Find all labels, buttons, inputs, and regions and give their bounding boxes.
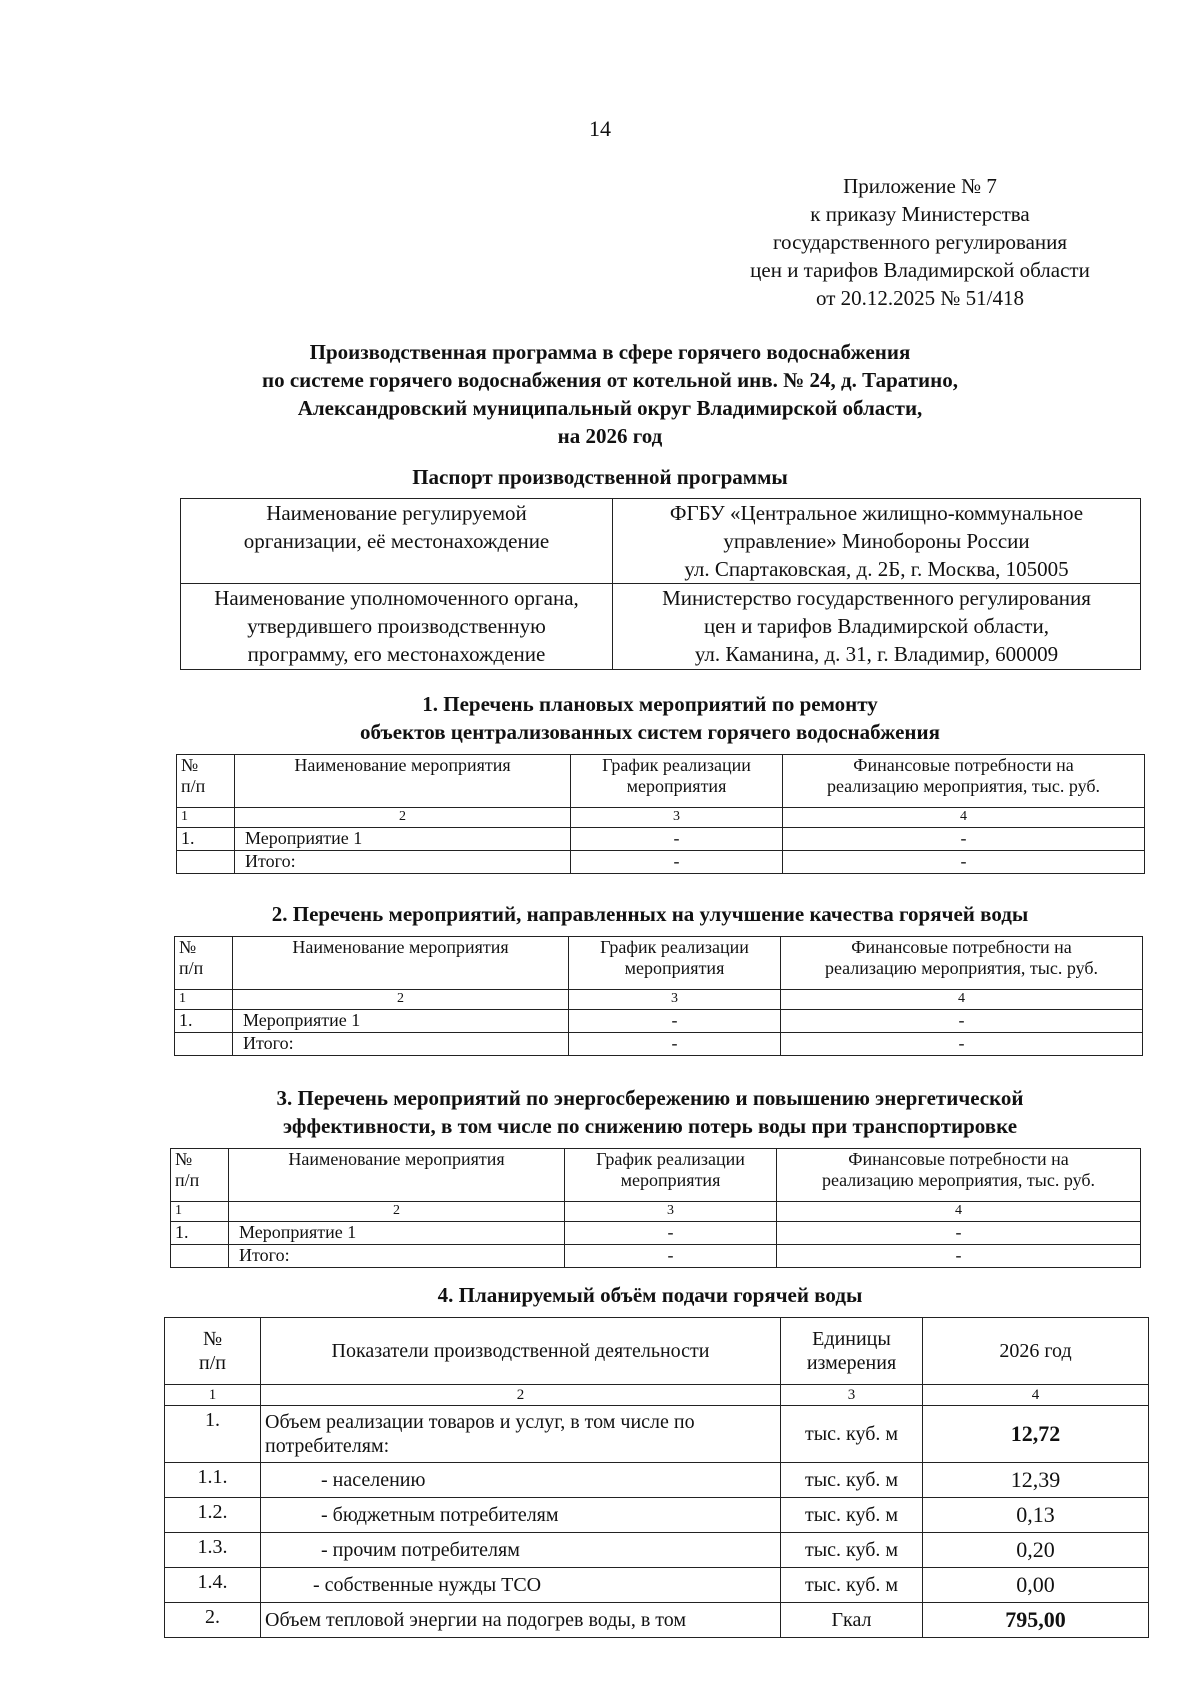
row-value: 0,20: [923, 1533, 1149, 1568]
header-text: №: [202, 1328, 223, 1350]
row-finance: -: [777, 1245, 1141, 1268]
header-indicator: Показатели производственной деятельности: [261, 1318, 781, 1385]
section-title-line: 3. Перечень мероприятий по энергосбережению и повышению энергетической: [276, 1086, 1024, 1110]
header-text: мероприятия: [620, 1170, 721, 1190]
passport-row: [181, 499, 1141, 584]
header-unit: [781, 1318, 923, 1385]
header-no: [175, 937, 233, 990]
passport-title: Паспорт производственной программы: [412, 465, 788, 489]
row-unit: тыс. куб. м: [781, 1406, 923, 1463]
label-line: организации, её местонахождение: [243, 529, 550, 553]
header-text: График реализации: [602, 755, 751, 775]
row-unit: Гкал: [781, 1603, 923, 1638]
header-text: №: [175, 1149, 193, 1169]
header-text: реализацию мероприятия, тыс. руб.: [824, 958, 1099, 978]
column-number: 2: [261, 1385, 781, 1406]
column-number: 1: [177, 808, 235, 828]
header-name: Наименование мероприятия: [233, 937, 569, 990]
row-no: 1.3.: [165, 1533, 261, 1568]
column-number: 3: [569, 990, 781, 1010]
value-line: ФГБУ «Центральное жилищно-коммунальное: [669, 501, 1084, 525]
row-indicator: - бюджетным потребителям: [261, 1498, 781, 1533]
column-number: 2: [233, 990, 569, 1010]
header-text: График реализации: [596, 1149, 745, 1169]
row-no: 1.: [175, 1010, 233, 1033]
column-number: 4: [923, 1385, 1149, 1406]
row-name: Итого:: [235, 851, 571, 874]
row-name: Мероприятие 1: [229, 1222, 565, 1245]
column-number: 4: [781, 990, 1143, 1010]
section-2-table: [174, 936, 1143, 1056]
header-text: п/п: [179, 958, 204, 978]
row-finance: -: [781, 1033, 1143, 1056]
value-line: ул. Каманина, д. 31, г. Владимир, 600009: [694, 642, 1059, 666]
title-line: Производственная программа в сфере горячего водоснабжения: [309, 340, 911, 364]
header-text: №: [179, 937, 197, 957]
header-text: Единицы: [812, 1328, 891, 1350]
column-number: 1: [165, 1385, 261, 1406]
header-no: [171, 1149, 229, 1202]
passport-value: [613, 584, 1141, 670]
page-number: 14: [589, 116, 611, 141]
row-no: [177, 851, 235, 874]
passport-label: [181, 584, 613, 670]
row-schedule: -: [571, 828, 783, 851]
section-3-title: [150, 1084, 1150, 1140]
row-indicator: [261, 1406, 781, 1463]
label-line: Наименование регулируемой: [266, 501, 527, 525]
value-line: управление» Минобороны России: [723, 529, 1030, 553]
row-value: 12,39: [923, 1463, 1149, 1498]
indicator-line: потребителям:: [265, 1435, 390, 1457]
row-unit: тыс. куб. м: [781, 1463, 923, 1498]
annex-line: от 20.12.2025 № 51/418: [815, 286, 1025, 310]
row-no: 1.: [177, 828, 235, 851]
row-no: 1.1.: [165, 1463, 261, 1498]
row-finance: -: [783, 828, 1145, 851]
header-schedule: [571, 755, 783, 808]
section-title-line: 1. Перечень плановых мероприятий по ремонту: [422, 692, 878, 716]
annex-line: государственного регулирования: [772, 230, 1068, 254]
annex-reference: [700, 172, 1140, 312]
passport-table: [180, 498, 1141, 670]
row-no: 1.2.: [165, 1498, 261, 1533]
section-2-title: [150, 900, 1150, 928]
table-row: [165, 1603, 1149, 1638]
passport-row: [181, 584, 1141, 670]
title-line: на 2026 год: [557, 424, 663, 448]
section-title-line: объектов централизованных систем горячего водоснабжения: [360, 720, 940, 744]
table-row: [175, 1010, 1143, 1033]
table-row: [165, 1406, 1149, 1463]
table-header-row: [177, 755, 1145, 808]
value-line: цен и тарифов Владимирской области,: [704, 614, 1049, 638]
row-name: Мероприятие 1: [235, 828, 571, 851]
column-number: 3: [571, 808, 783, 828]
row-unit: тыс. куб. м: [781, 1498, 923, 1533]
column-number: 4: [777, 1202, 1141, 1222]
table-header-row: [165, 1318, 1149, 1385]
header-text: измерения: [806, 1352, 897, 1374]
row-name: Итого:: [229, 1245, 565, 1268]
row-schedule: -: [569, 1010, 781, 1033]
section-3-table: [170, 1148, 1141, 1268]
table-row-total: [177, 851, 1145, 874]
row-no: 2.: [165, 1603, 261, 1638]
row-no: 1.: [165, 1406, 261, 1463]
table-row: [177, 828, 1145, 851]
header-schedule: [569, 937, 781, 990]
table-row: [165, 1533, 1149, 1568]
value-line: Министерство государственного регулирования: [662, 586, 1091, 610]
header-finance: [783, 755, 1145, 808]
row-schedule: -: [569, 1033, 781, 1056]
row-value: 0,00: [923, 1568, 1149, 1603]
row-no: [171, 1245, 229, 1268]
title-line: по системе горячего водоснабжения от котельной инв. № 24, д. Таратино,: [262, 368, 958, 392]
table-row: [165, 1568, 1149, 1603]
column-number-row: [175, 990, 1143, 1010]
row-schedule: -: [565, 1245, 777, 1268]
row-indicator: - прочим потребителям: [261, 1533, 781, 1568]
header-name: Наименование мероприятия: [235, 755, 571, 808]
row-finance: -: [783, 851, 1145, 874]
column-number: 3: [781, 1385, 923, 1406]
column-number: 3: [565, 1202, 777, 1222]
header-no: [177, 755, 235, 808]
header-finance: [777, 1149, 1141, 1202]
label-line: программу, его местонахождение: [247, 642, 546, 666]
row-value: 795,00: [923, 1603, 1149, 1638]
column-number-row: [171, 1202, 1141, 1222]
header-schedule: [565, 1149, 777, 1202]
header-text: №: [181, 755, 199, 775]
table-row: [165, 1498, 1149, 1533]
title-line: Александровский муниципальный округ Владимирской области,: [297, 396, 923, 420]
table-header-row: [175, 937, 1143, 990]
header-text: мероприятия: [624, 958, 725, 978]
row-no: 1.4.: [165, 1568, 261, 1603]
table-row-total: [175, 1033, 1143, 1056]
row-value: 0,13: [923, 1498, 1149, 1533]
value-line: ул. Спартаковская, д. 2Б, г. Москва, 105005: [684, 557, 1069, 581]
row-value: 12,72: [923, 1406, 1149, 1463]
row-no: 1.: [171, 1222, 229, 1245]
row-name: Мероприятие 1: [233, 1010, 569, 1033]
header-text: реализацию мероприятия, тыс. руб.: [826, 776, 1101, 796]
section-1-title: [150, 690, 1150, 746]
section-4-title: 4. Планируемый объём подачи горячей воды: [437, 1283, 863, 1307]
header-no: [165, 1318, 261, 1385]
row-finance: -: [781, 1010, 1143, 1033]
passport-value: [613, 499, 1141, 584]
header-text: Финансовые потребности на: [848, 1149, 1069, 1169]
row-name: Итого:: [233, 1033, 569, 1056]
passport-label: [181, 499, 613, 584]
annex-line: к приказу Министерства: [810, 202, 1030, 226]
row-schedule: -: [571, 851, 783, 874]
volume-table: [164, 1317, 1149, 1638]
header-year: 2026 год: [923, 1318, 1149, 1385]
row-no: [175, 1033, 233, 1056]
label-line: утвердившего производственную: [247, 614, 546, 638]
annex-line: Приложение № 7: [843, 174, 997, 198]
column-number-row: [165, 1385, 1149, 1406]
section-1-table: [176, 754, 1145, 874]
table-row: [165, 1463, 1149, 1498]
row-indicator: - собственные нужды ТСО: [261, 1568, 781, 1603]
header-text: Финансовые потребности на: [853, 755, 1074, 775]
table-row: [171, 1222, 1141, 1245]
annex-line: цен и тарифов Владимирской области: [750, 258, 1090, 282]
header-name: Наименование мероприятия: [229, 1149, 565, 1202]
label-line: Наименование уполномоченного органа,: [214, 586, 579, 610]
row-unit: тыс. куб. м: [781, 1533, 923, 1568]
section-title-line: 2. Перечень мероприятий, направленных на улучшение качества горячей воды: [271, 902, 1029, 926]
row-indicator: - населению: [261, 1463, 781, 1498]
column-number: 1: [175, 990, 233, 1010]
table-header-row: [171, 1149, 1141, 1202]
row-finance: -: [777, 1222, 1141, 1245]
column-number: 1: [171, 1202, 229, 1222]
column-number: 2: [229, 1202, 565, 1222]
header-text: п/п: [181, 776, 206, 796]
header-text: Финансовые потребности на: [851, 937, 1072, 957]
table-row-total: [171, 1245, 1141, 1268]
header-finance: [781, 937, 1143, 990]
row-schedule: -: [565, 1222, 777, 1245]
header-text: п/п: [199, 1352, 226, 1374]
document-title: [180, 338, 1040, 450]
row-indicator: Объем тепловой энергии на подогрев воды, в том: [261, 1603, 781, 1638]
header-text: мероприятия: [626, 776, 727, 796]
header-text: п/п: [175, 1170, 200, 1190]
column-number: 4: [783, 808, 1145, 828]
column-number-row: [177, 808, 1145, 828]
section-title-line: эффективности, в том числе по снижению потерь воды при транспортировке: [282, 1114, 1018, 1138]
row-unit: тыс. куб. м: [781, 1568, 923, 1603]
indicator-line: Объем реализации товаров и услуг, в том числе по: [265, 1411, 695, 1433]
column-number: 2: [235, 808, 571, 828]
header-text: График реализации: [600, 937, 749, 957]
header-text: реализацию мероприятия, тыс. руб.: [821, 1170, 1096, 1190]
